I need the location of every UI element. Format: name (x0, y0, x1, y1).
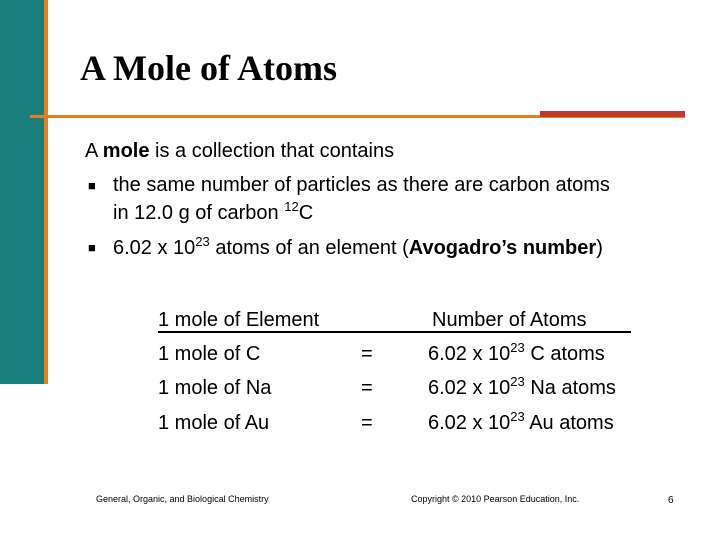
footer-course: General, Organic, and Biological Chemistry (96, 494, 269, 504)
table-header-underline (158, 331, 631, 333)
left-sidebar-accent (44, 0, 48, 384)
bullet-1-line-1: the same number of particles as there are carbon atoms (113, 174, 610, 196)
table-row-atoms: 6.02 x $10^{23}$ Na atoms (428, 374, 616, 399)
table-row-element: 1 mole of C (158, 343, 261, 365)
title-rule-accent (540, 111, 685, 117)
table-row-equals: = (361, 377, 373, 399)
left-sidebar-bar (0, 0, 47, 384)
term-mole: mole (102, 140, 150, 162)
table-row-equals: = (361, 343, 373, 365)
table-header-atoms: Number of Atoms (432, 309, 587, 331)
table-header-element: 1 mole of Element (158, 309, 320, 331)
slide-title: A Mole of Atoms (80, 48, 337, 88)
table-row-atoms: 6.02 x $10^{23}$ C atoms (428, 340, 605, 365)
table-row-atoms: 6.02 x $10^{23}$ Au atoms (428, 409, 614, 434)
intro-text: A mole is a collection that contains (85, 140, 395, 162)
term-avogadro: Avogadro’s number (408, 237, 597, 259)
bullet-2: 6.02 x $10^{23}$ atoms of an element (Avogadro’s number) (113, 234, 603, 259)
bullet-1-line-2: in 12.0 g of carbon $^{12}$C (113, 199, 314, 224)
bullet-square-icon: ■ (88, 178, 96, 193)
table-row-element: 1 mole of Na (158, 377, 272, 399)
table-row-element: 1 mole of Au (158, 412, 270, 434)
table-row-equals: = (361, 412, 373, 434)
footer-copyright: Copyright © 2010 Pearson Education, Inc. (411, 494, 580, 504)
page-number: 6 (668, 495, 674, 506)
bullet-square-icon: ■ (88, 240, 96, 255)
